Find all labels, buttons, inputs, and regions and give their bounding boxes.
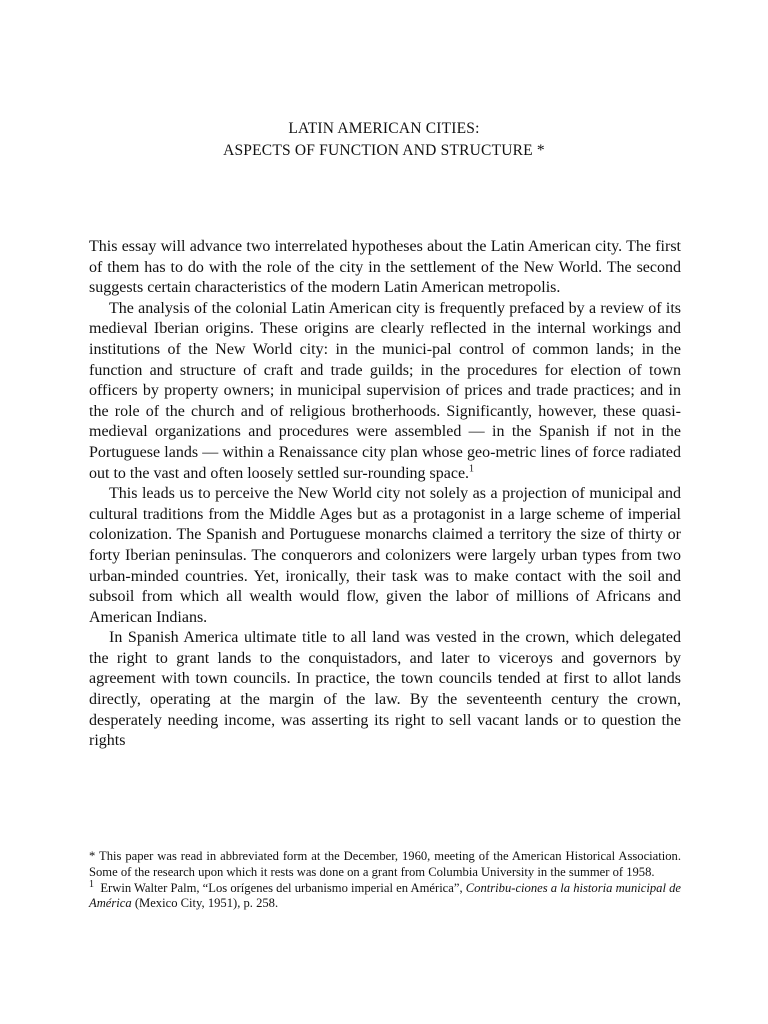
paragraph-1: This essay will advance two interrelated hypotheses about the Latin American city. The first of them has to do with the role of the city in the settlement of the New World. The second suggests certain characteristics of the modern Latin American metropolis. (89, 238, 681, 297)
article-body (89, 237, 681, 752)
footnote-1-title: Contribu-ciones a la historia municipal de América (89, 880, 681, 911)
paragraph-2-text: The analysis of the colonial Latin American city is frequently prefaced by a review of its medieval Iberian origins. These origins are clearly reflected in the internal workings and institutions of the New World city: in the munici-pal control of common lands; in the function and structure of craft and trade guilds; in the procedures for election of town officers by property owners; in municipal supervision of prices and trade practices; and in the role of the church and of religious brotherhoods. Significantly, however, these quasi-medieval organizations and procedures were assembled — in the Spanish if not in the Portuguese lands — within a Renaissance city plan whose geo-metric lines of force radiated out to the vast and often loosely settled sur-rounding space. (89, 299, 681, 482)
paragraph-3: This leads us to perceive the New World city not solely as a projection of municipal and cultural traditions from the Middle Ages but as a protagonist in a large scheme of imperial colonization. The Spanish and Portuguese monarchs claimed a territory the size of thirty or forty Iberian peninsulas. The conquerors and colonizers were largely urban types from two urban-minded countries. Yet, ironically, their task was to make contact with the soil and subsoil from which all wealth would flow, given the labor of millions of Africans and American Indians. (89, 485, 681, 626)
footnote-ref-1: 1 (469, 463, 475, 475)
footnotes (89, 849, 681, 912)
article-title-line-2: ASPECTS OF FUNCTION AND STRUCTURE * (223, 142, 545, 159)
footnote-1-publication: (Mexico City, 1951), p. 258. (134, 896, 279, 911)
paragraph-4: In Spanish America ultimate title to all land was vested in the crown, which delegated the right to grant lands to the conquistadors, and later to viceroys and governors by agreement with town councils. In practice, the town councils tended at first to allot lands directly, operating at the margin of the law. By the seventeenth century the crown, desperately needing income, was asserting its right to sell vacant lands or to question the rights (89, 629, 681, 750)
article-title-line-1: LATIN AMERICAN CITIES: (288, 120, 480, 137)
paragraph-2 (89, 299, 681, 484)
footnote-1-text: Erwin Walter Palm, “Los orígenes del urbanismo imperial en América”, (100, 880, 463, 895)
footnote-1-number: 1 (89, 878, 94, 890)
footnote-star: * This paper was read in abbreviated form at the December, 1960, meeting of the American Historical Association. Some of the research upon which it rests was done on a grant from Columbia University in the summer of 1958. (89, 849, 681, 879)
footnote-1 (89, 878, 681, 913)
